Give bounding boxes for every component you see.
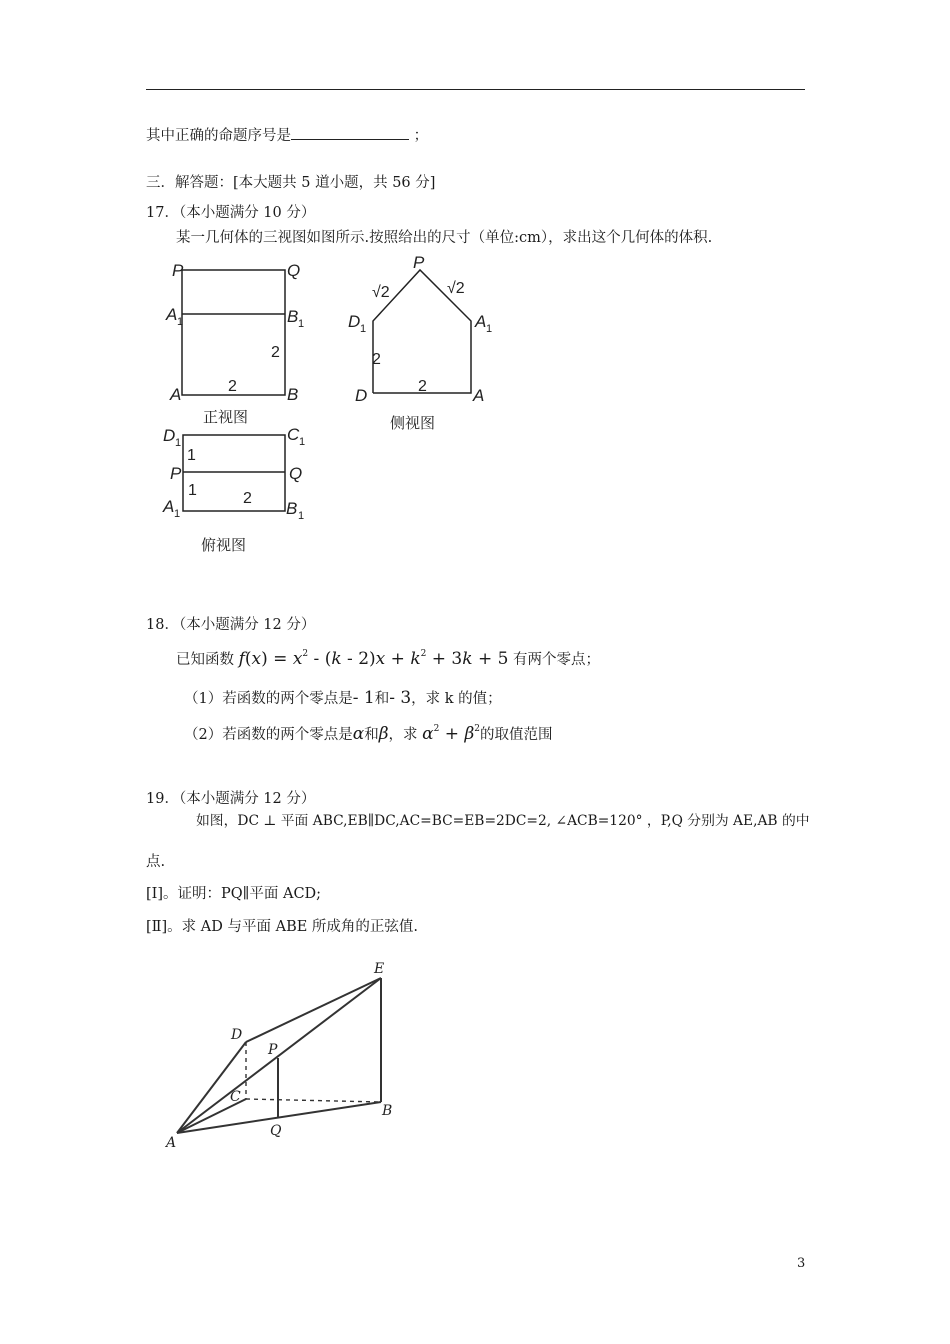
top-dim-upper: 1 <box>187 447 196 464</box>
side-view <box>348 253 492 432</box>
edge-de <box>246 978 381 1042</box>
front-dim-height: 2 <box>271 344 280 361</box>
q18-part2: （2）若函数的两个零点是α和β，求 $\alpha^2 + \beta^2$的取值范围 <box>184 724 553 744</box>
top-label-p: P <box>170 464 182 483</box>
front-label-b1-sub: 1 <box>298 318 305 330</box>
front-view <box>165 261 304 426</box>
q18-function-formula: $f(x) = x^2 - (k - 2)x + k^2 + 3k + 5$ <box>238 649 509 669</box>
side-label-d1-sub: 1 <box>360 323 367 335</box>
q18-alpha: α <box>352 724 365 744</box>
q18-stem-prefix: 已知函数 <box>176 652 234 668</box>
side-label-a: A <box>473 386 485 405</box>
q18-number: 18． <box>146 617 179 633</box>
front-label-a1: A <box>166 305 178 324</box>
hidden-edge-cb <box>246 1099 381 1102</box>
top-dim-lower: 1 <box>188 482 197 499</box>
q19-part2: [Ⅱ]。求 AD 与平面 ABE 所成角的正弦值. <box>146 919 419 935</box>
q19-part1: [Ⅰ]。证明：PQ∥平面 ACD; <box>146 886 322 902</box>
side-label-d: D <box>355 386 368 405</box>
fig-label-b: B <box>382 1103 393 1119</box>
side-dim-sqrt-left: √2 <box>372 284 390 301</box>
side-dim-width: 2 <box>418 378 427 395</box>
q17-header <box>146 203 315 223</box>
top-label-b1: B <box>286 499 298 518</box>
side-label-p: P <box>413 253 425 272</box>
fill-blank-line <box>146 125 428 146</box>
top-label-b1-sub: 1 <box>298 510 305 522</box>
top-view-caption: 俯视图 <box>201 537 247 554</box>
top-dim-width: 2 <box>243 490 252 507</box>
q17-score: （本小题满分 10 分） <box>178 205 316 221</box>
fig-label-c: C <box>230 1089 241 1105</box>
top-view <box>162 425 305 554</box>
top-label-c1-sub: 1 <box>299 436 306 448</box>
section-3-title: 三．解答题：[本大题共 5 道小题，共 56 分] <box>146 175 436 191</box>
front-label-q: Q <box>287 261 301 280</box>
top-label-q: Q <box>289 464 303 483</box>
side-label-a1-sub: 1 <box>486 323 493 335</box>
q17-stem: 某一几何体的三视图如图所示.按照给出的尺寸（单位:cm），求出这个几何体的体积. <box>176 230 713 246</box>
front-label-a: A <box>170 385 182 404</box>
front-label-a1-sub: 1 <box>177 316 184 328</box>
top-label-d1: D <box>163 426 176 445</box>
q18-header <box>146 615 315 635</box>
side-view-caption: 侧视图 <box>390 415 436 432</box>
page-number: 3 <box>797 1256 806 1271</box>
top-label-c1: C <box>287 425 300 444</box>
q18-part1: （1）若函数的两个零点是- 1和- 3，求 k 的值； <box>184 688 502 708</box>
front-view-caption: 正视图 <box>203 409 249 426</box>
q19-stem-line2: 点. <box>146 854 166 870</box>
header-rule <box>146 89 805 90</box>
q19-solid-figure <box>160 955 410 1165</box>
fig-label-q: Q <box>270 1123 282 1139</box>
fig-label-p: P <box>268 1042 278 1058</box>
q18-stem <box>176 642 600 672</box>
q18-zero-2: - 3 <box>389 688 412 708</box>
q18-stem-suffix: 有两个零点； <box>513 652 601 668</box>
top-view-rect <box>183 435 285 511</box>
q19-score: （本小题满分 12 分） <box>178 791 316 807</box>
q19-number: 19． <box>146 791 179 807</box>
q18-zero-1: - 1 <box>352 688 375 708</box>
front-label-p: P <box>172 261 184 280</box>
q18-beta: β <box>378 724 389 744</box>
side-label-d1: D <box>348 312 361 331</box>
fig-label-e: E <box>374 961 385 977</box>
side-label-a1: A <box>475 312 487 331</box>
fig-label-d: D <box>231 1027 243 1043</box>
side-dim-sqrt-right: √2 <box>447 280 465 297</box>
q17-number: 17． <box>146 205 179 221</box>
three-view-figure <box>150 250 510 560</box>
front-label-b: B <box>287 385 299 404</box>
front-label-b1: B <box>287 307 299 326</box>
front-view-rect <box>182 270 285 395</box>
side-dim-height: 2 <box>372 351 381 368</box>
fill-blank-suffix: ； <box>413 128 429 144</box>
q18-sum-of-squares: $\alpha^2 + \beta^2$ <box>422 724 480 744</box>
top-label-a1-sub: 1 <box>174 508 181 520</box>
top-label-a1: A <box>163 497 175 516</box>
fill-blank-prefix: 其中正确的命题序号是 <box>146 128 291 144</box>
q19-stem-line1: 如图，DC ⊥ 平面 ABC,EB∥DC,AC=BC=EB=2DC=2, ∠ACB=120° ，P,Q 分别为 AE,AB 的中 <box>196 813 810 829</box>
answer-blank[interactable] <box>291 125 409 140</box>
q19-header <box>146 789 315 809</box>
front-dim-width: 2 <box>228 378 237 395</box>
q18-score: （本小题满分 12 分） <box>178 617 316 633</box>
top-label-d1-sub: 1 <box>175 437 182 449</box>
fig-label-a: A <box>166 1135 177 1151</box>
